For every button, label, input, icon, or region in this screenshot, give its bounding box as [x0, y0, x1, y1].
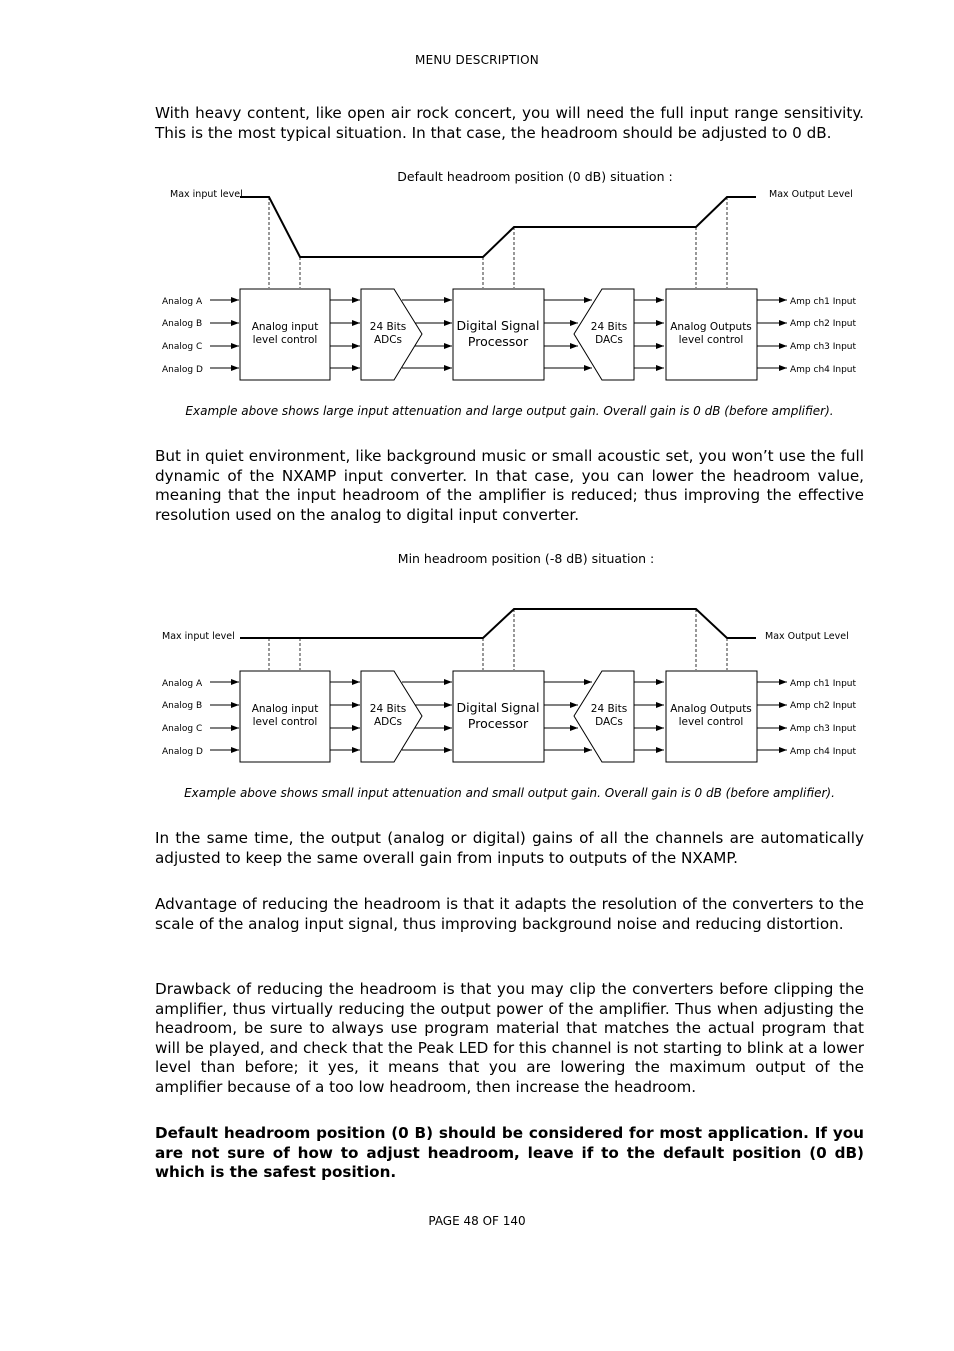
- paragraph-heavy-content: With heavy content, like open air rock concert, you will need the full input range sensitivity. This is the most typical situation. In that case, the headroom should be adjusted to 0 dB.: [155, 104, 864, 142]
- input-label-b: Analog B: [162, 701, 203, 711]
- level-line: [240, 197, 756, 257]
- diagram-title: Min headroom position (-8 dB) situation :: [397, 551, 655, 566]
- level-line: [240, 609, 756, 638]
- dsp-label-2: Processor: [467, 334, 529, 349]
- adc-label-2: ADCs: [373, 716, 403, 728]
- input-label-d: Analog D: [162, 747, 203, 757]
- output-label-ch4: Amp ch4 Input: [790, 747, 857, 757]
- diagram-title: Default headroom position (0 dB) situation :: [397, 169, 673, 184]
- output-labels: [790, 679, 857, 757]
- dsp-label-1: Digital Signal: [456, 700, 540, 715]
- input-label-d: Analog D: [162, 365, 203, 375]
- level-guides: [269, 609, 727, 670]
- output-labels: [790, 297, 857, 375]
- output-label-ch3: Amp ch3 Input: [790, 342, 857, 352]
- dsp-label-2: Processor: [467, 716, 529, 731]
- adc-label-1: 24 Bits: [369, 703, 407, 715]
- analog-output-label-2: level control: [678, 716, 744, 728]
- analog-output-label-1: Analog Outputs: [670, 703, 752, 715]
- max-input-level-label: Max input level: [170, 189, 243, 200]
- input-label-b: Analog B: [162, 319, 203, 329]
- diagram-default-headroom: [150, 166, 870, 396]
- analog-input-label-1: Analog input: [251, 321, 319, 333]
- analog-input-label-2: level control: [252, 716, 318, 728]
- output-label-ch4: Amp ch4 Input: [790, 365, 857, 375]
- input-labels: [162, 679, 203, 757]
- paragraph-advantage: Advantage of reducing the headroom is that it adapts the resolution of the converters to the scale of the analog input signal, thus improving background noise and reducing distortion.: [155, 895, 864, 933]
- adc-label-2: ADCs: [373, 334, 403, 346]
- signal-chain-diagram-1: [150, 166, 870, 396]
- diagram-2-caption: Example above shows small input attenuation and small output gain. Overall gain is 0 dB (before amplifier).: [184, 786, 835, 800]
- paragraph-drawback: Drawback of reducing the headroom is that you may clip the converters before clipping the amplifier, thus virtually reducing the output power of the amplifier. Thus when adjusting the headroom, be sure to always use program material that matches the actual program that will be played, and check that the Peak LED for this channel is not starting to blink at a lower level than before; it yes, it means that you are lowering the maximum output of the amplifier because of a too low headroom, then increase the headroom.: [155, 980, 864, 1096]
- input-labels: [162, 297, 203, 375]
- adc-label-1: 24 Bits: [369, 321, 407, 333]
- analog-output-label-1: Analog Outputs: [670, 321, 752, 333]
- paragraph-output-gains: In the same time, the output (analog or digital) gains of all the channels are automatically adjusted to keep the same overall gain from inputs to outputs of the NXAMP.: [155, 829, 864, 867]
- analog-input-label-2: level control: [252, 334, 318, 346]
- output-label-ch3: Amp ch3 Input: [790, 724, 857, 734]
- dsp-label-1: Digital Signal: [456, 318, 540, 333]
- dac-label-1: 24 Bits: [590, 703, 628, 715]
- diagram-1-caption: Example above shows large input attenuation and large output gain. Overall gain is 0 dB (before amplifier).: [185, 404, 834, 418]
- max-output-level-label: Max Output Level: [769, 189, 853, 200]
- output-label-ch2: Amp ch2 Input: [790, 319, 857, 329]
- page-number: PAGE 48 OF 140: [428, 1214, 526, 1228]
- paragraph-default-recommendation: Default headroom position (0 B) should be considered for most application. If you are not sure of how to adjust headroom, leave if to the default position (0 dB) which is the safest position.: [155, 1124, 864, 1182]
- signal-chain-diagram-2: [150, 548, 870, 778]
- page-header: MENU DESCRIPTION: [415, 53, 539, 67]
- input-label-c: Analog C: [162, 724, 203, 734]
- output-label-ch2: Amp ch2 Input: [790, 701, 857, 711]
- dac-label-2: DACs: [595, 334, 623, 346]
- max-output-level-label: Max Output Level: [765, 631, 849, 642]
- input-label-c: Analog C: [162, 342, 203, 352]
- analog-input-label-1: Analog input: [251, 703, 319, 715]
- paragraph-quiet-environment: But in quiet environment, like background music or small acoustic set, you won’t use the full dynamic of the NXAMP input converter. In that case, you can lower the headroom value, meaning that the input headroom of the amplifier is reduced; thus improving the effective resolution used on the analog to digital input converter.: [155, 447, 864, 524]
- output-label-ch1: Amp ch1 Input: [790, 679, 857, 689]
- max-input-level-label: Max input level: [162, 631, 235, 642]
- dac-label-1: 24 Bits: [590, 321, 628, 333]
- input-label-a: Analog A: [162, 297, 203, 307]
- diagram-min-headroom: [150, 548, 870, 778]
- output-label-ch1: Amp ch1 Input: [790, 297, 857, 307]
- dac-label-2: DACs: [595, 716, 623, 728]
- input-label-a: Analog A: [162, 679, 203, 689]
- analog-output-label-2: level control: [678, 334, 744, 346]
